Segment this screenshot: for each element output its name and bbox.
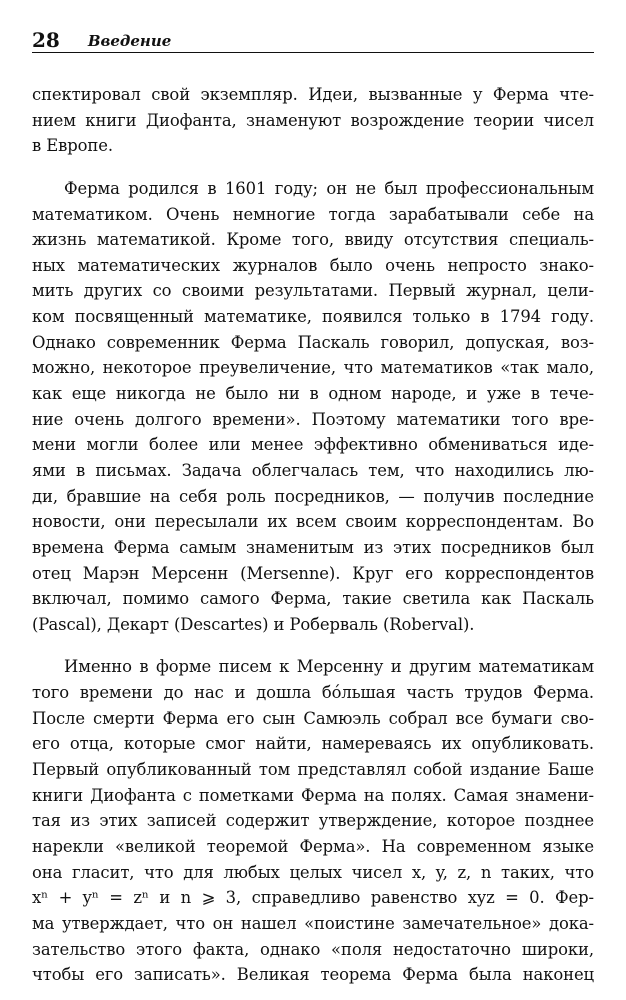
text-line: После смерти Ферма его сын Самюэль собрал все бумаги сво- [32,708,594,728]
text-line: новости, они пересылали их всем своим корреспондентам. Во [32,512,594,532]
body-text [32,82,594,988]
text-line: Однако современник Ферма Паскаль говорил, допуская, воз- [32,332,594,352]
text-line: xⁿ + yⁿ = zⁿ и n ⩾ 3, справедливо равенство xyz = 0. Фер- [32,888,594,908]
text-line: можно, некоторое преувеличение, что математиков «так мало, [32,358,594,378]
text-line: математиком. Очень немногие тогда зарабатывали себе на [32,204,594,224]
paragraph [32,82,594,159]
text-line: Первый опубликованный том представлял собой издание Баше [32,760,594,780]
paragraph [32,176,594,638]
text-line: жизнь математикой. Кроме того, ввиду отсутствия специаль- [32,230,594,250]
text-line: нием книги Диофанта, знаменуют возрождение теории чисел [32,110,594,130]
text-line: отец Марэн Мерсенн (Mersenne). Круг его корреспондентов [32,563,594,583]
page-number: 28 [32,28,60,52]
text-line: как еще никогда не было ни в одном народе, и уже в тече- [32,384,594,404]
text-line: в Европе. [32,136,113,156]
chapter-title: Введение [87,32,172,50]
text-line: ма утверждает, что он нашел «поистине замечательное» дока- [32,913,594,933]
text-line: нарекли «великой теоремой Ферма». На современном языке [32,836,594,856]
text-line: ком посвященный математике, появился только в 1794 году. [32,307,594,327]
paragraph [32,654,594,987]
text-line: того времени до нас и дошла бóльшая часть трудов Ферма. [32,683,594,703]
text-line: ди, бравшие на себя роль посредников, — получив последние [32,486,594,506]
text-line: книги Диофанта с пометками Ферма на полях. Самая знамени- [32,785,594,805]
text-line: (Pascal), Декарт (Descartes) и Роберваль (Roberval). [32,614,475,634]
text-line: включал, помимо самого Ферма, такие светила как Паскаль [32,589,594,609]
text-line: чтобы его записать». Великая теорема Ферма была наконец [32,965,594,985]
text-line: времена Ферма самым знаменитым из этих посредников был [32,537,594,557]
text-line: мить других со своими результатами. Первый журнал, цели- [32,281,594,301]
text-line: она гласит, что для любых целых чисел x, y, z, n таких, что [32,862,594,882]
text-line: зательство этого факта, однако «поля недостаточно широки, [32,939,594,959]
text-line: ние очень долгого времени». Поэтому математики того вре- [32,409,594,429]
text-line: спектировал свой экземпляр. Идеи, вызванные у Ферма чте- [32,85,594,104]
text-line: ных математических журналов было очень непросто знако- [32,255,594,275]
text-line: Именно в форме писем к Мерсенну и другим математикам [64,657,594,677]
text-line: мени могли более или менее эффективно обмениваться иде- [32,435,594,455]
text-line: Ферма родился в 1601 году; он не был профессиональным [64,178,594,198]
text-line: тая из этих записей содержит утверждение, которое позднее [32,811,594,831]
running-header [32,26,594,53]
text-line: его отца, которые смог найти, намереваясь их опубликовать. [32,734,594,754]
text-line: ями в письмах. Задача облегчалась тем, что находились лю- [32,460,594,480]
